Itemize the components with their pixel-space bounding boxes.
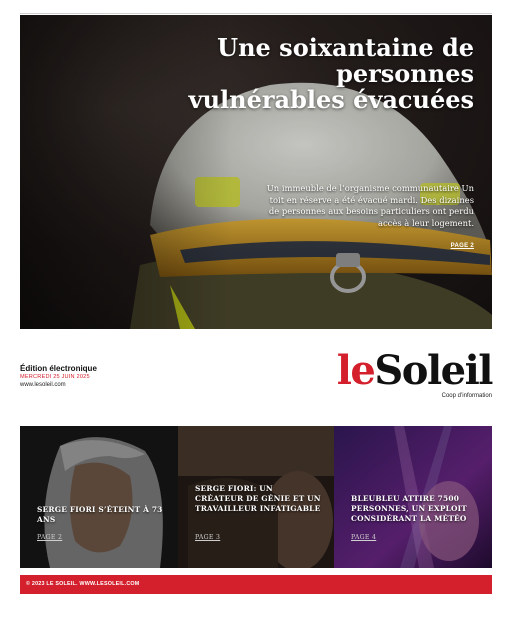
article-1-photo	[20, 426, 178, 568]
edition-date: MERCREDI 25 JUIN 2025	[20, 374, 90, 380]
top-divider	[20, 13, 492, 14]
logo-tagline: Coop d’information	[441, 393, 492, 399]
article-3-page-link[interactable]: PAGE 4	[351, 534, 377, 541]
hero-page-link[interactable]: PAGE 2	[450, 243, 474, 249]
footer-bar	[20, 575, 492, 594]
footer-copyright: © 2023 LE SOLEIL. WWW.LESOLEIL.COM	[26, 581, 140, 587]
hero-summary: Un immeuble de l’organisme communautaire Un toit en réserve a été évacué mardi. Des dizaines de personnes aux besoins particuliers ont perdu accès à leur logement.	[266, 183, 474, 228]
edition-title: Édition électronique	[20, 364, 97, 373]
edition-info	[20, 364, 97, 388]
hero-headline[interactable]: Une soixantaine de personnes vulnérables évacuées	[188, 33, 474, 114]
hero-story[interactable]	[20, 15, 492, 329]
logo-le: le	[336, 347, 375, 394]
edition-website[interactable]: www.lesoleil.com	[20, 382, 66, 388]
article-card-2[interactable]	[178, 426, 334, 568]
logo-soleil: Soleil	[374, 347, 492, 394]
article-2-page-link[interactable]: PAGE 3	[195, 534, 221, 541]
le-soleil-logo[interactable]	[337, 346, 492, 396]
article-3-title[interactable]: BLEUBLEU ATTIRE 7500 PERSONNES, UN EXPLOIT CONSIDÉRANT LA MÉTÉO	[351, 494, 467, 524]
article-2-title[interactable]: SERGE FIORI: UN CRÉATEUR DE GÉNIE ET UN TRAVAILLEUR INFATIGABLE	[195, 484, 321, 514]
article-card-3[interactable]	[334, 426, 492, 568]
article-card-1[interactable]	[20, 426, 178, 568]
article-1-page-link[interactable]: PAGE 2	[37, 534, 63, 541]
article-1-title[interactable]: SERGE FIORI S’ÉTEINT À 73 ANS	[37, 505, 163, 525]
